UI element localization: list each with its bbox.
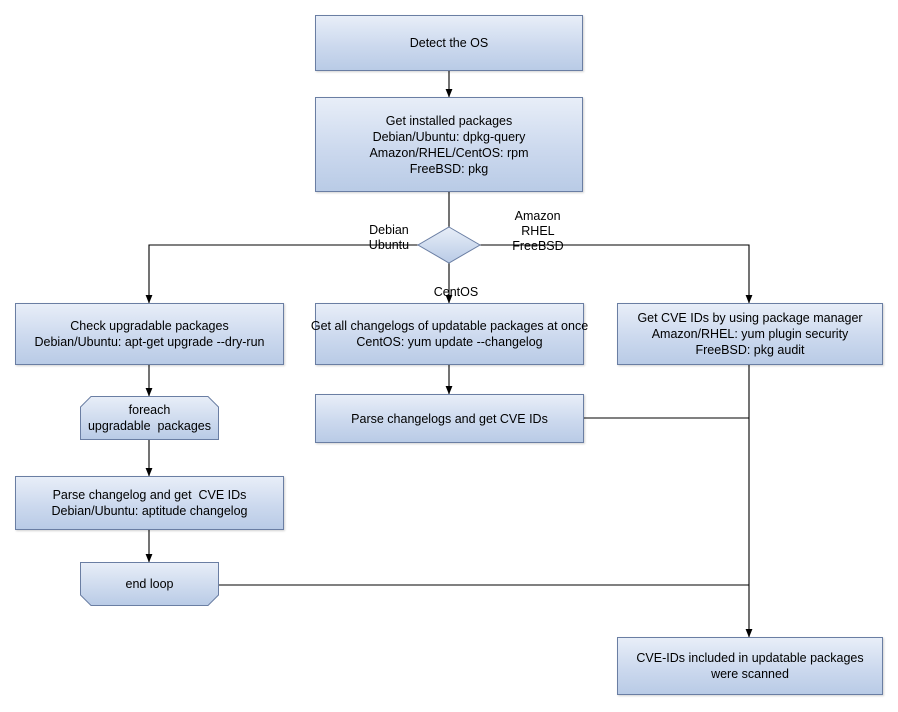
node-parse-changelogs-cve-ids-line-0: Parse changelogs and get CVE IDs	[351, 411, 548, 426]
node-detect-os[interactable]	[315, 15, 583, 71]
node-get-all-changelogs-line-0: Get all changelogs of updatable packages at once	[310, 319, 589, 333]
node-parse-changelog-cve-ids-line-0: Parse changelog and get CVE IDs	[52, 488, 247, 502]
node-foreach-loop[interactable]	[80, 396, 219, 440]
label-amazon-rhel-freebsd-line-0: Amazon	[514, 209, 561, 223]
node-cve-ids-scanned-line-1: were scanned	[711, 667, 789, 681]
node-end-loop-line-0: end loop	[125, 577, 174, 591]
node-get-all-changelogs[interactable]	[310, 303, 589, 365]
node-get-installed-packages-line-1: Debian/Ubuntu: dpkg-query	[372, 129, 526, 144]
node-get-cve-ids-package-manager-line-1: Amazon/RHEL: yum plugin security	[651, 327, 849, 341]
label-debian-ubuntu	[347, 208, 417, 268]
node-get-all-changelogs-line-1: CentOS: yum update --changelog	[356, 335, 543, 349]
label-amazon-rhel-freebsd	[488, 194, 574, 269]
node-get-installed-packages-line-3: FreeBSD: pkg	[409, 161, 489, 176]
node-parse-changelog-cve-ids[interactable]	[15, 476, 284, 530]
node-check-upgradable-packages[interactable]	[15, 303, 284, 365]
label-debian-ubuntu-line-0: Debian	[369, 223, 409, 237]
node-detect-os-line-0: Detect the OS	[409, 36, 489, 50]
node-foreach-loop-line-1: upgradable packages	[87, 419, 211, 433]
node-os-decision[interactable]	[417, 226, 481, 264]
node-check-upgradable-packages-line-0: Check upgradable packages	[70, 319, 229, 333]
node-end-loop[interactable]	[80, 562, 219, 606]
node-foreach-loop-text	[80, 402, 219, 434]
node-get-cve-ids-package-manager[interactable]	[617, 303, 883, 365]
node-get-cve-ids-package-manager-line-0: Get CVE IDs by using package manager	[637, 311, 863, 325]
node-get-cve-ids-package-manager-line-2: FreeBSD: pkg audit	[695, 343, 805, 357]
node-parse-changelog-cve-ids-line-1: Debian/Ubuntu: aptitude changelog	[51, 504, 248, 518]
label-centos-line-0: CentOS	[433, 285, 479, 299]
node-cve-ids-scanned[interactable]	[617, 637, 883, 695]
node-check-upgradable-packages-line-1: Debian/Ubuntu: apt-get upgrade --dry-run	[34, 335, 265, 349]
node-get-installed-packages-line-2: Amazon/RHEL/CentOS: rpm	[369, 145, 529, 160]
label-amazon-rhel-freebsd-line-2: FreeBSD	[512, 239, 564, 253]
node-get-installed-packages-line-0: Get installed packages	[385, 113, 513, 128]
node-foreach-loop-line-0: foreach	[128, 403, 171, 417]
node-get-installed-packages[interactable]	[315, 97, 583, 192]
decision-diamond-icon	[417, 226, 481, 264]
label-amazon-rhel-freebsd-line-1: RHEL	[521, 224, 555, 238]
node-parse-changelogs-cve-ids[interactable]	[315, 394, 584, 443]
node-end-loop-text	[80, 576, 219, 592]
label-debian-ubuntu-line-1: Ubuntu	[368, 238, 410, 252]
node-cve-ids-scanned-line-0: CVE-IDs included in updatable packages	[636, 651, 864, 665]
